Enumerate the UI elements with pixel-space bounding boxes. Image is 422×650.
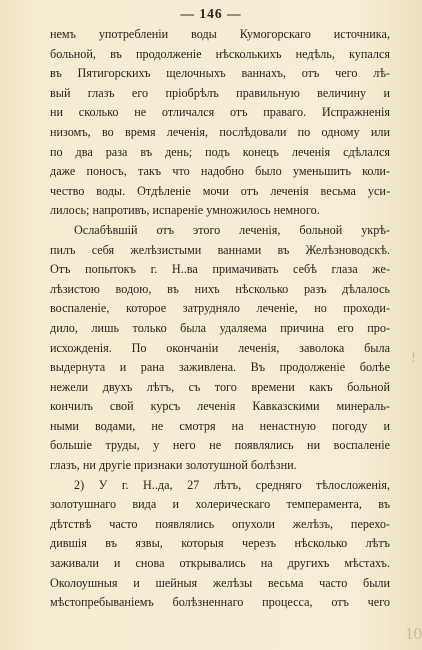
text-line: глазъ, ни другіе признаки золотушной болѣзни. xyxy=(50,458,297,473)
text-line: заживали и снова открывались на другихъ мѣстахъ. xyxy=(50,556,390,571)
text-line: даже поносъ, такъ что надобно было уменьшить коли- xyxy=(50,164,390,179)
text-line: ными водами, не смотря на ненастную погоду и xyxy=(50,418,390,433)
text-line: воспаленіе, которое затрудняло леченіе, но проходи- xyxy=(50,301,390,316)
margin-mark: 10 xyxy=(405,624,422,643)
text-line: въ Пятигорскихъ щелочныхъ ваннахъ, отъ чего лѣ- xyxy=(50,66,390,81)
text-line: немъ употребленіи воды Кумогорскаго источника, xyxy=(50,27,390,41)
text-line: дѣтствѣ часто появлялись опухоли желѣзъ, перехо- xyxy=(50,516,390,531)
text-line: лѣзистою водою, въ нихъ нѣсколько разъ дѣлалось xyxy=(50,281,390,296)
text-line: по два раза въ день; подъ конецъ леченія сдѣлался xyxy=(50,144,390,159)
text-line: нежели двухъ лѣтъ, съ того времени какъ больной xyxy=(50,379,390,394)
text-line: дившія въ язвы, которыя черезъ нѣсколько лѣтъ xyxy=(50,536,390,551)
page-number-header: — 146 — xyxy=(180,6,242,21)
text-line: большіе труды, у него не появлялись ни воспаленіе xyxy=(50,438,390,453)
text-line: исхожденія. По окончаніи леченія, заволока была xyxy=(50,340,390,355)
body-text xyxy=(50,25,390,613)
text-line: Ослабѣвшій отъ этого леченія, больной укрѣ- xyxy=(74,222,390,237)
text-line: золотушнаго вида и холерическаго темперамента, въ xyxy=(50,497,390,512)
text-line: вый глазъ его пріобрѣлъ правильную величину и xyxy=(50,85,390,100)
text-line: мѣстопребываніемъ болѣзненнаго процесса, отъ чего xyxy=(50,595,390,610)
text-line: выдернута и рана заживлена. Въ продолженіе болѣе xyxy=(50,360,390,375)
text-line: больной, въ продолженіе нѣсколькихъ недѣль, купался xyxy=(50,46,390,61)
text-line: чество воды. Отдѣленіе мочи отъ леченія весьма уси- xyxy=(50,183,390,198)
text-line: дило, лишь только была удаляема причина его про- xyxy=(50,320,390,335)
text-line: кончилъ свой курсъ леченія Кавказскими минераль- xyxy=(50,399,390,414)
text-line: низомъ, во время леченія, послѣдовали по одному или xyxy=(50,124,390,139)
text-line: пилъ себя желѣзистыми ваннами въ Желѣзноводскѣ. xyxy=(50,242,390,257)
text-line: Околоушныя и шейныя желѣзы весьма часто были xyxy=(50,575,390,590)
text-line: ни сколько не отличался отъ праваго. Испражненія xyxy=(50,105,390,120)
text-line: Отъ попытокъ г. Н..ва примачивать себѣ глаза же- xyxy=(50,262,390,277)
text-line: 2) У г. Н..да, 27 лѣтъ, средняго тѣлосложенія, xyxy=(74,477,390,492)
text-line: лилось; напротивъ, испареніе умножилось немного. xyxy=(50,203,320,218)
margin-mark: ! xyxy=(411,350,416,366)
